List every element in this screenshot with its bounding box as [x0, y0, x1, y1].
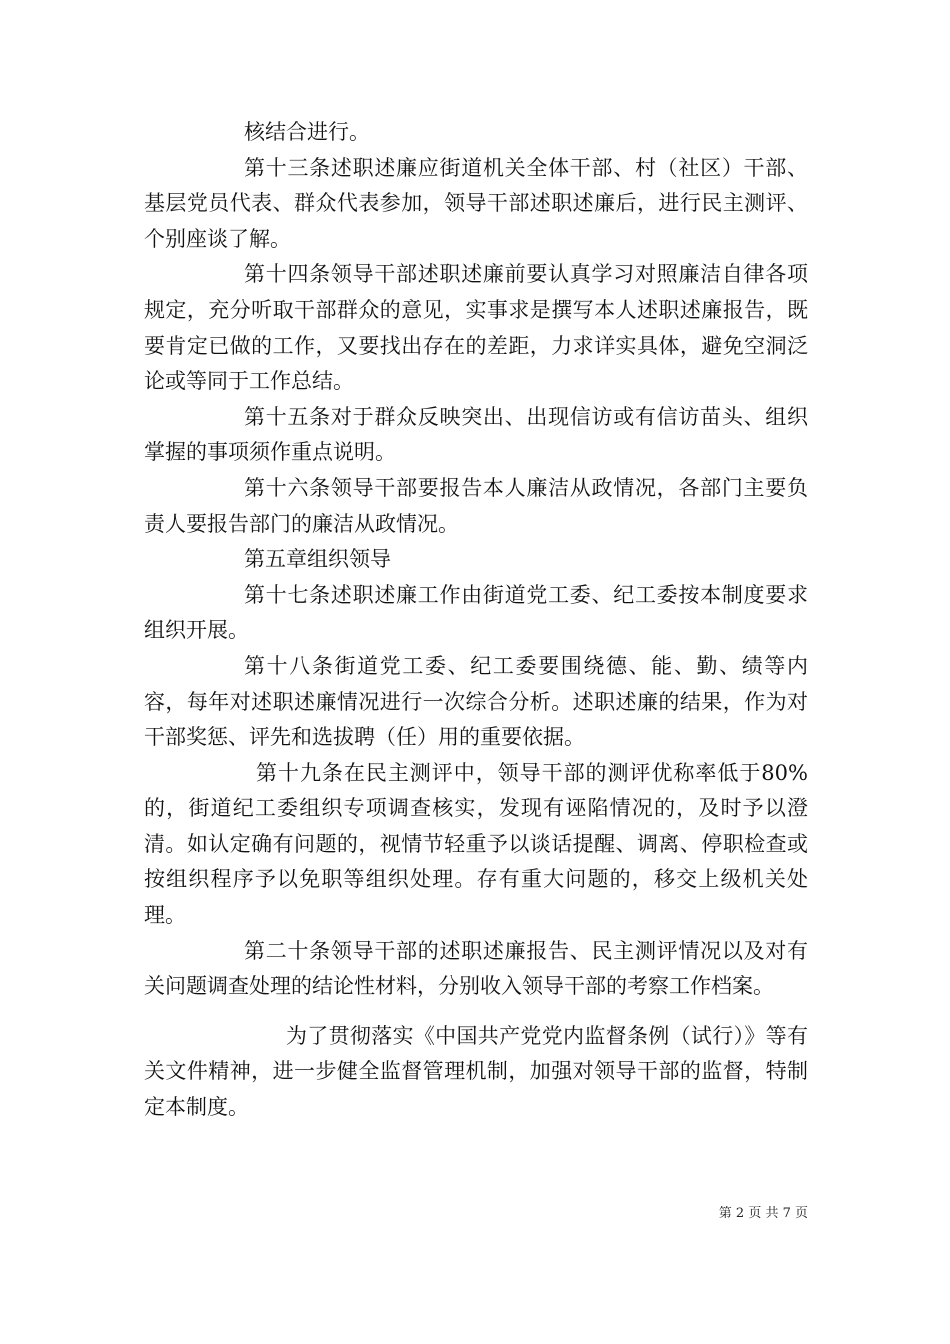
paragraph-article-13: 第十三条述职述廉应街道机关全体干部、村（社区）干部、基层党员代表、群众代表参加，领导干部述职述廉后，进行民主测评、个别座谈了解。 [144, 155, 808, 251]
chapter-heading: 第五章组织领导 [244, 547, 391, 572]
paragraph-article-14: 第十四条领导干部述职述廉前要认真学习对照廉洁自律各项规定，充分听取干部群众的意见，实事求是撰写本人述职述廉报告，既要肯定已做的工作，又要找出存在的差距，力求详实具体，避免空洞泛论或等同于工作总结。 [144, 262, 808, 394]
paragraph-article-15: 第十五条对于群众反映突出、出现信访或有信访苗头、组织掌握的事项须作重点说明。 [144, 404, 808, 465]
page-number-footer: 第 2 页 共 7 页 [718, 1206, 808, 1221]
paragraph-article-17: 第十七条述职述廉工作由街道党工委、纪工委按本制度要求组织开展。 [144, 582, 808, 643]
document-body [144, 115, 808, 1126]
paragraph: 核结合进行。 [244, 120, 370, 144]
paragraph-article-19: 第十九条在民主测评中，领导干部的测评优称率低于80%的，街道纪工委组织专项调查核实，发现有诬陷情况的，及时予以澄清。如认定确有问题的，视情节轻重予以谈话提醒、调离、停职检查或按组织程序予以免职等组织处理。存有重大问题的，移交上级机关处理。 [144, 760, 808, 928]
paragraph-preamble: 为了贯彻落实《中国共产党党内监督条例（试行）》等有关文件精神，进一步健全监督管理机制，加强对领导干部的监督，特制定本制度。 [144, 1023, 808, 1120]
paragraph-article-18: 第十八条街道党工委、纪工委要围绕德、能、勤、绩等内容，每年对述职述廉情况进行一次综合分析。述职述廉的结果，作为对干部奖惩、评先和选拔聘（任）用的重要依据。 [144, 653, 808, 750]
paragraph-article-16: 第十六条领导干部要报告本人廉洁从政情况，各部门主要负责人要报告部门的廉洁从政情况。 [144, 475, 808, 536]
paragraph-article-20: 第二十条领导干部的述职述廉报告、民主测评情况以及对有关问题调查处理的结论性材料，分别收入领导干部的考察工作档案。 [144, 938, 808, 999]
